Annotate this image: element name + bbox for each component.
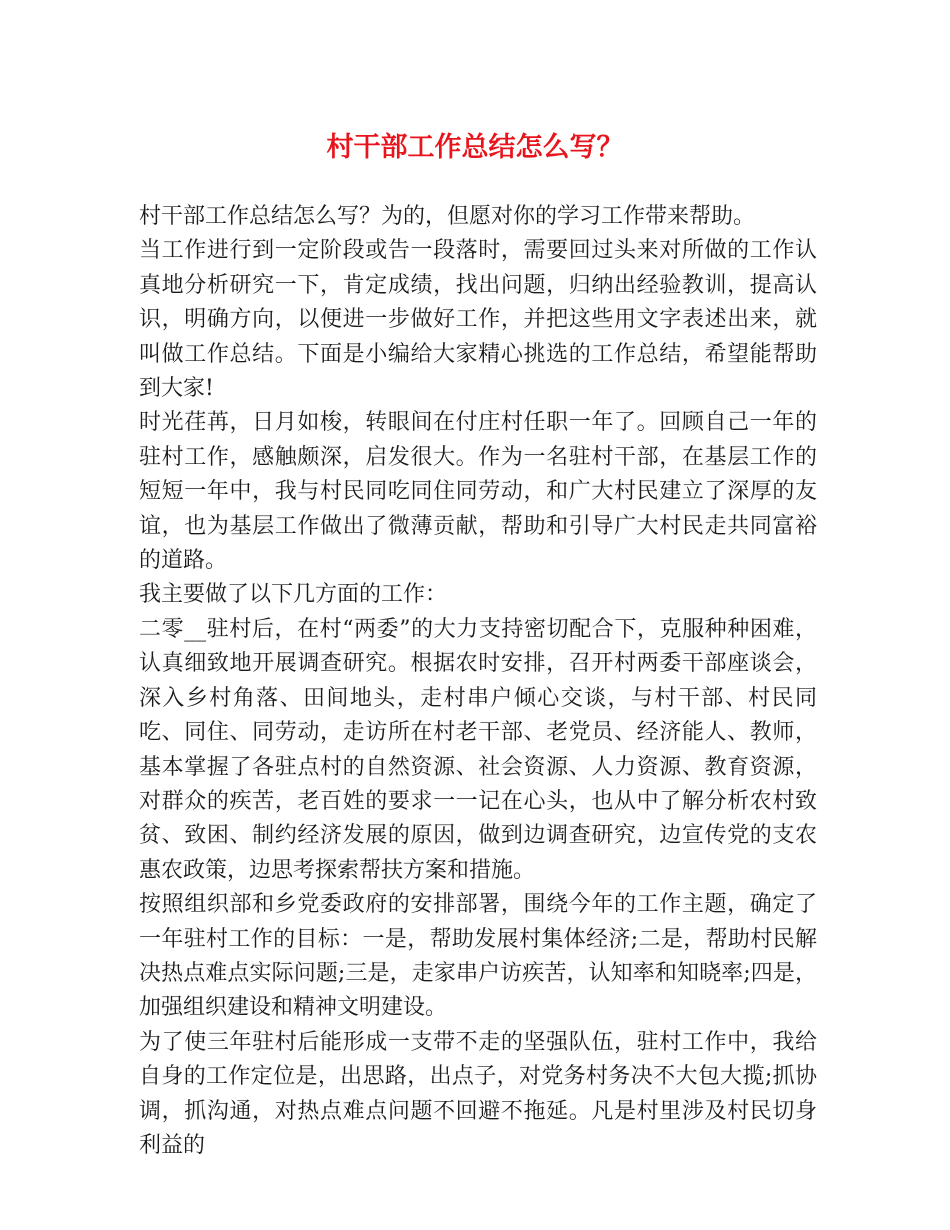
paragraph-work-lead: 我主要做了以下几方面的工作： [139,582,448,608]
paragraph-research: 二零__驻村后，在村“两委”的大力支持密切配合下，克服种种困难，认真细致地开展调查研究。根据农时安排，召开村两委干部座谈会，深入乡村角落、田间地头，走村串户倾心交谈，与村干部、村民同吃、同住、同劳动，走访所在村老干部、老党员、经济能人、教师，基本掌握了各驻点村的自然资源、社会资源、人力资源、教育资源，对群众的疾苦，老百姓的要求一一记在心头，也从中了解分析农村致贫、致困、制约经济发展的原因，做到边调查研究，边宣传党的支农惠农政策，边思考探索帮扶方案和措施。 [139,616,817,883]
paragraph-intro: 村干部工作总结怎么写？为的，但愿对你的学习工作带来帮助。 [139,204,756,229]
paragraph-review: 时光荏苒，日月如梭，转眼间在付庄村任职一年了。回顾自己一年的驻村工作，感触颇深，启发很大。作为一名驻村干部，在基层工作的短短一年中，我与村民同吃同住同劳动，和广大村民建立了深厚的友谊，也为基层工作做出了微薄贡献，帮助和引导广大村民走共同富裕的道路。 [139,410,817,574]
paragraph-definition: 当工作进行到一定阶段或告一段落时，需要回过头来对所做的工作认真地分析研究一下，肯定成绩，找出问题，归纳出经验教训，提高认识，明确方向，以便进一步做好工作，并把这些用文字表述出来，就叫做工作总结。下面是小编给大家精心挑选的工作总结，希望能帮助到大家! [139,238,817,402]
document-title: 村干部工作总结怎么写？ [326,132,624,163]
paragraph-positioning: 为了使三年驻村后能形成一支带不走的坚强队伍，驻村工作中，我给自身的工作定位是，出思路，出点子，对党务村务决不大包大揽;抓协调，抓沟通，对热点难点问题不回避不拖延。凡是村里涉及村民切身利益的 [139,1029,817,1158]
document-body [139,200,817,1163]
paragraph-goals: 按照组织部和乡党委政府的安排部署，围绕今年的工作主题，确定了一年驻村工作的目标：一是，帮助发展村集体经济;二是，帮助村民解决热点难点实际问题;三是，走家串户访疾苦，认知率和知晓率;四是，加强组织建设和精神文明建设。 [139,892,817,1021]
